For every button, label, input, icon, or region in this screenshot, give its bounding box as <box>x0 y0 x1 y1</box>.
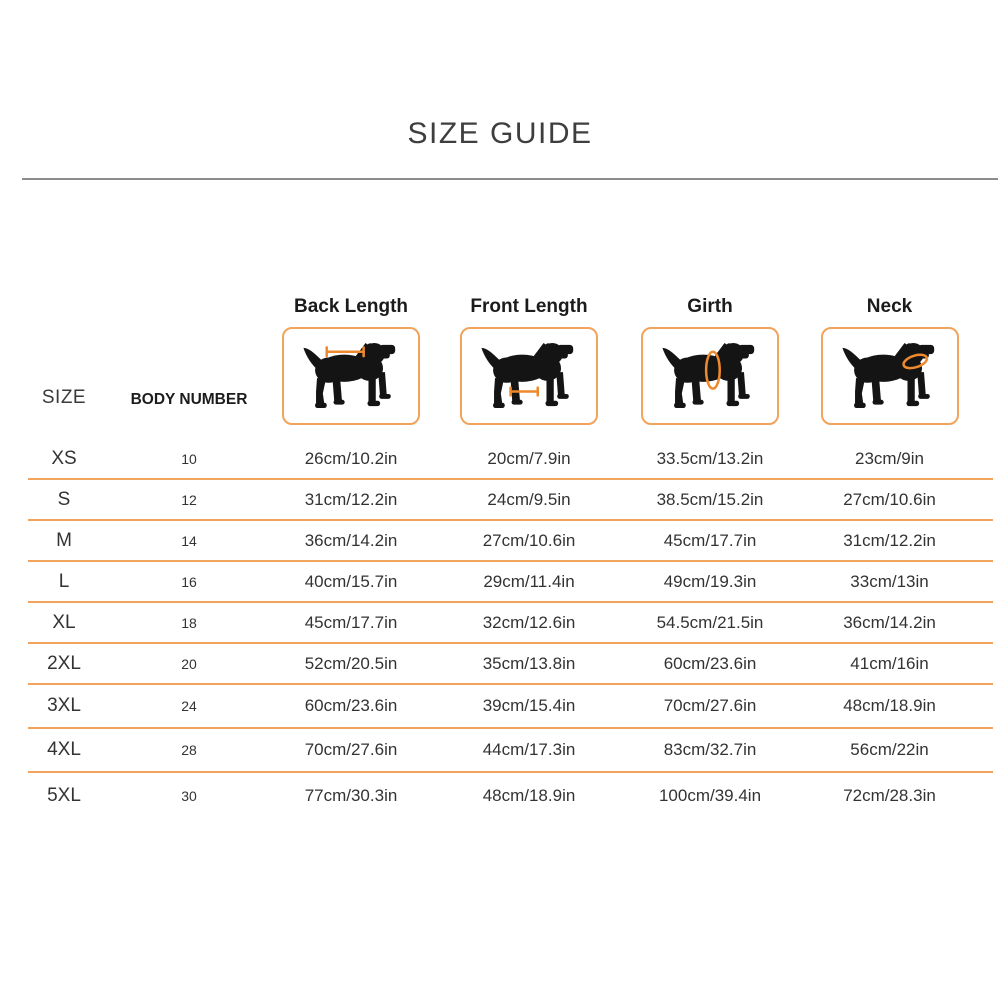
table-row <box>28 773 993 819</box>
body-number-cell: 24 <box>181 698 197 714</box>
girth-cell: 60cm/23.6in <box>663 653 757 673</box>
back-length-cell: 36cm/14.2in <box>304 530 398 550</box>
body-number-cell: 12 <box>181 491 197 508</box>
girth-cell: 83cm/32.7in <box>663 740 757 759</box>
neck-cell: 27cm/10.6in <box>843 489 936 509</box>
neck-cell: 33cm/13in <box>850 571 929 591</box>
neck-column <box>786 295 993 425</box>
neck-label: Neck <box>866 296 913 317</box>
back-length-cell: 60cm/23.6in <box>304 696 398 715</box>
table-row <box>28 440 993 480</box>
size-cell: 2XL <box>47 652 81 674</box>
front-length-cell: 44cm/17.3in <box>482 740 576 759</box>
front-length-cell: 24cm/9.5in <box>487 489 571 509</box>
body-number-cell: 20 <box>181 655 197 672</box>
size-cell: L <box>58 570 70 592</box>
table-row <box>28 644 993 685</box>
front-length-cell: 35cm/13.8in <box>482 653 576 673</box>
back-length-label: Back Length <box>293 296 409 317</box>
table-header-row <box>28 295 993 425</box>
size-cell: 4XL <box>47 739 81 760</box>
body-number-cell: 14 <box>181 532 197 549</box>
back-length-cell: 77cm/30.3in <box>304 786 398 805</box>
back-length-cell: 52cm/20.5in <box>304 653 398 673</box>
dog-front-length-icon <box>460 327 598 425</box>
table-body <box>28 440 993 819</box>
front-length-cell: 27cm/10.6in <box>482 530 576 550</box>
body-number-cell: 30 <box>181 788 197 804</box>
table-row <box>28 521 993 562</box>
girth-cell: 33.5cm/13.2in <box>656 449 764 468</box>
table-row <box>28 480 993 521</box>
body-number-column-header: BODY NUMBER <box>130 391 248 408</box>
table-row <box>28 562 993 603</box>
size-column-header: SIZE <box>41 387 87 408</box>
back-length-cell: 45cm/17.7in <box>304 612 398 632</box>
size-table <box>28 295 993 819</box>
front-length-cell: 20cm/7.9in <box>487 449 571 468</box>
body-number-cell: 18 <box>181 614 197 631</box>
girth-label: Girth <box>687 296 733 317</box>
neck-cell: 72cm/28.3in <box>843 786 936 805</box>
back-length-cell: 26cm/10.2in <box>304 449 398 468</box>
neck-cell: 31cm/12.2in <box>843 530 936 550</box>
size-cell: XL <box>52 611 76 633</box>
front-length-cell: 48cm/18.9in <box>482 786 576 805</box>
girth-column <box>634 295 786 425</box>
neck-cell: 36cm/14.2in <box>843 612 936 632</box>
dog-girth-icon <box>641 327 779 425</box>
neck-cell: 56cm/22in <box>850 740 929 759</box>
body-number-cell: 10 <box>181 451 197 467</box>
size-cell: M <box>56 529 72 551</box>
size-cell: S <box>57 488 71 510</box>
back-length-cell: 70cm/27.6in <box>304 740 398 759</box>
neck-cell: 48cm/18.9in <box>843 696 936 715</box>
page-title: SIZE GUIDE <box>407 117 593 150</box>
front-length-cell: 32cm/12.6in <box>482 612 576 632</box>
back-length-column <box>278 295 424 425</box>
dog-neck-icon <box>821 327 959 425</box>
front-length-label: Front Length <box>470 296 588 317</box>
girth-cell: 49cm/19.3in <box>663 571 757 591</box>
girth-cell: 100cm/39.4in <box>658 786 762 805</box>
front-length-cell: 29cm/11.4in <box>483 571 575 591</box>
table-row <box>28 729 993 773</box>
girth-cell: 45cm/17.7in <box>663 530 757 550</box>
girth-cell: 70cm/27.6in <box>663 696 757 715</box>
neck-cell: 41cm/16in <box>850 653 929 673</box>
table-row <box>28 603 993 644</box>
neck-cell: 23cm/9in <box>855 449 924 468</box>
dog-back-length-icon <box>282 327 420 425</box>
girth-cell: 54.5cm/21.5in <box>656 612 764 632</box>
table-row <box>28 685 993 729</box>
back-length-cell: 40cm/15.7in <box>304 571 398 591</box>
body-number-cell: 28 <box>181 742 197 758</box>
size-cell: 5XL <box>47 785 81 806</box>
body-number-cell: 16 <box>181 573 197 590</box>
size-cell: 3XL <box>47 695 81 716</box>
front-length-column <box>424 295 634 425</box>
girth-cell: 38.5cm/15.2in <box>656 489 764 509</box>
size-cell: XS <box>51 448 77 469</box>
back-length-cell: 31cm/12.2in <box>304 489 398 509</box>
title-divider <box>22 178 998 180</box>
front-length-cell: 39cm/15.4in <box>482 696 576 715</box>
